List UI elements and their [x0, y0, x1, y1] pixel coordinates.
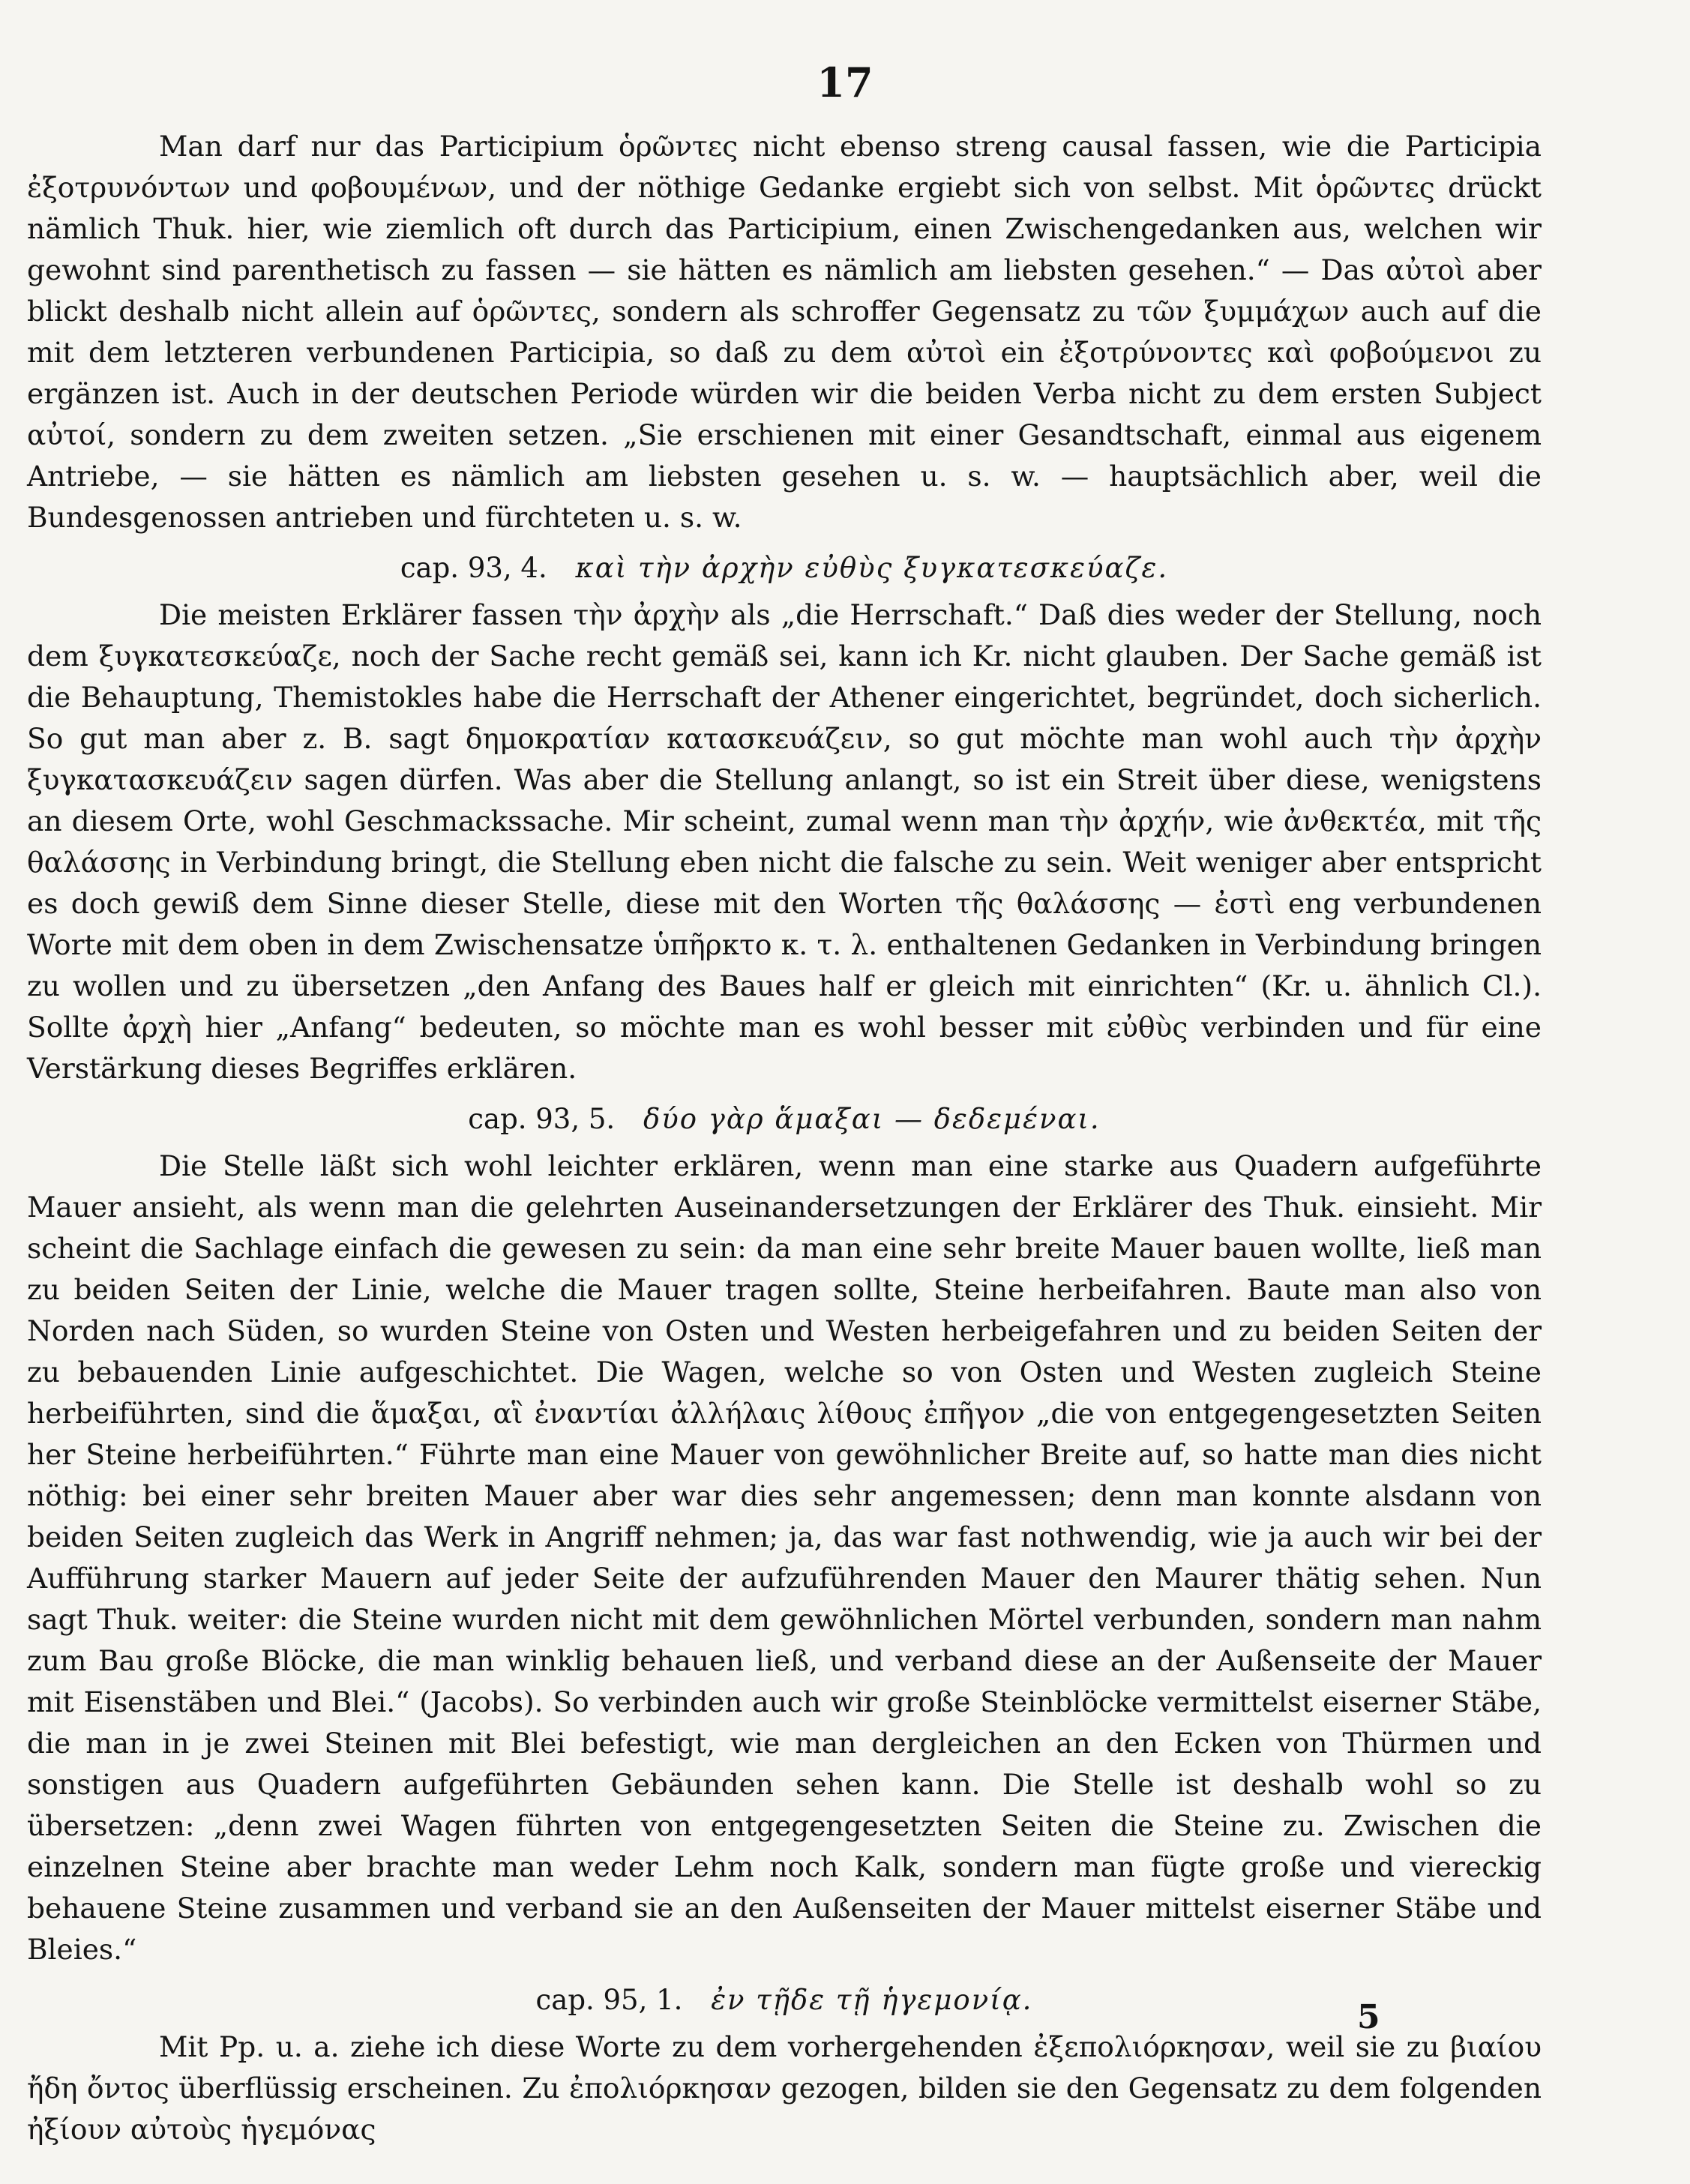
page-number: 17 [817, 58, 873, 106]
paragraph-cap-93-4: Die meisten Erklärer fassen τὴν ἀρχὴν als „die Herrschaft.“ Daß dies weder der Stellung, noch dem ξυγκατεσκεύαζε, noch der Sache recht gemäß sei, kann ich Kr. nicht glauben. Der Sache gemäß ist die Behauptung, Themistokles habe die Herrschaft der Athener eingerichtet, begründet, doch sicherlich. So gut man aber z. B. sagt δημοκρατίαν κατασκευάζειν, so gut möchte man wohl auch τὴν ἀρχὴν ξυγκατασκευάζειν sagen dürfen. Was aber die Stellung anlangt, so ist ein Streit über diese, wenigstens an diesem Orte, wohl Geschmackssache. Mir scheint, zumal wenn man τὴν ἀρχήν, wie ἀνθεκτέα, mit τῆς θαλάσσης in Verbindung bringt, die Stellung eben nicht die falsche zu sein. Weit weniger aber entspricht es doch gewiß dem Sinne dieser Stelle, diese mit den Worten τῆς θαλάσσης — ἐστὶ eng verbundenen Worte mit dem oben in dem Zwischensatze ὑπῆρκτο κ. τ. λ. enthaltenen Gedanken in Verbindung bringen zu wollen und zu übersetzen „den Anfang des Baues half er gleich mit einrichten“ (Kr. u. ähnlich Cl.). Sollte ἀρχὴ hier „Anfang“ bedeuten, so möchte man es wohl besser mit εὐθὺς verbinden und für eine Verstärkung dieses Begriffes erklären. [27, 598, 1542, 1085]
section-heading-cap-93-4 [27, 547, 1542, 589]
heading-greek: ἐν τῇδε τῇ ἡγεμονίᾳ. [711, 1984, 1033, 2016]
heading-label: cap. 93, 5. [468, 1103, 616, 1135]
heading-label: cap. 95, 1. [535, 1984, 683, 2016]
paragraph-cap-93-5: Die Stelle läßt sich wohl leichter erklären, wenn man eine starke aus Quadern aufgeführte Mauer ansieht, als wenn man die gelehrten Auseinandersetzungen der Erklärer des Thuk. einsieht. Mir scheint die Sachlage einfach die gewesen zu sein: da man eine sehr breite Mauer bauen wollte, ließ man zu beiden Seiten der Linie, welche die Mauer tragen sollte, Steine herbeifahren. Baute man also von Norden nach Süden, so wurden Steine von Osten und Westen herbeigefahren und zu beiden Seiten der zu bebauenden Linie aufgeschichtet. Die Wagen, welche so von Osten und Westen zugleich Steine herbeiführten, sind die ἅμαξαι, αἳ ἐναντίαι ἀλλήλαις λίθους ἐπῆγον „die von entgegengesetzten Seiten her Steine herbeiführten.“ Führte man eine Mauer von gewöhnlicher Breite auf, so hatte man dies nicht nöthig: bei einer sehr breiten Mauer aber war dies sehr angemessen; denn man konnte alsdann von beiden Seiten zugleich das Werk in Angriff nehmen; ja, das war fast nothwendig, wie ja auch wir bei der Aufführung starker Mauern auf jeder Seite der aufzuführenden Mauer den Maurer thätig sehen. Nun sagt Thuk. weiter: die Steine wurden nicht mit dem gewöhnlichen Mörtel verbunden, sondern man nahm zum Bau große Blöcke, die man winklig behauen ließ, und verband diese an der Außenseite der Mauer mit Eisenstäben und Blei.“ (Jacobs). So verbinden auch wir große Steinblöcke vermittelst eiserner Stäbe, die man in je zwei Steinen mit Blei befestigt, wie man dergleichen an den Ecken von Thürmen und sonstigen aus Quadern aufgeführten Gebäunden sehen kann. Die Stelle ist deshalb wohl so zu übersetzen: „denn zwei Wagen führten von entgegengesetzten Seiten die Steine zu. Zwischen die einzelnen Steine aber brachte man weder Lehm noch Kalk, sondern man fügte große und viereckig behauene Steine zusammen und verband sie an den Außenseiten der Mauer mittelst eiserner Stäbe und Bleies.“ [27, 1149, 1542, 1966]
section-heading-cap-95-1 [27, 1979, 1542, 2021]
body-text [27, 126, 1542, 2150]
heading-greek: καὶ τὴν ἀρχὴν εὐθὺς ξυγκατεσκεύαζε. [575, 552, 1169, 584]
heading-label: cap. 93, 4. [400, 552, 547, 584]
section-heading-cap-93-5 [27, 1098, 1542, 1140]
paragraph-cap-95-1: Mit Pp. u. a. ziehe ich diese Worte zu dem vorhergehenden ἐξεπολιόρκησαν, weil sie zu βιαίου ἤδη ὄντος überflüssig erscheinen. Zu ἐπολιόρκησαν gezogen, bilden sie den Gegensatz zu dem folgenden ἠξίουν αὐτοὺς ἡγεμόνας [27, 2030, 1542, 2146]
heading-greek: δύο γὰρ ἅμαξαι — δεδεμέναι. [643, 1103, 1101, 1135]
paragraph-intro: Man darf nur das Participium ὁρῶντες nicht ebenso streng causal fassen, wie die Participia ἐξοτρυνόντων und φοβουμένων, und der nöthige Gedanke ergiebt sich von selbst. Mit ὁρῶντες drückt nämlich Thuk. hier, wie ziemlich oft durch das Participium, einen Zwischengedanken aus, welchen wir gewohnt sind parenthetisch zu fassen — sie hätten es nämlich am liebsten gesehen.“ — Das αὐτοὶ aber blickt deshalb nicht allein auf ὁρῶντες, sondern als schroffer Gegensatz zu τῶν ξυμμάχων auch auf die mit dem letzteren verbundenen Participia, so daß zu dem αὐτοὶ ein ἐξοτρύνοντες καὶ φοβούμενοι zu ergänzen ist. Auch in der deutschen Periode würden wir die beiden Verba nicht zu dem ersten Subject αὐτοί, sondern zu dem zweiten setzen. „Sie erschienen mit einer Gesandtschaft, einmal aus eigenem Antriebe, — sie hätten es nämlich am liebsten gesehen u. s. w. — hauptsächlich aber, weil die Bundesgenossen antrieben und fürchteten u. s. w. [27, 130, 1542, 534]
signature-mark: 5 [1357, 1998, 1380, 2036]
